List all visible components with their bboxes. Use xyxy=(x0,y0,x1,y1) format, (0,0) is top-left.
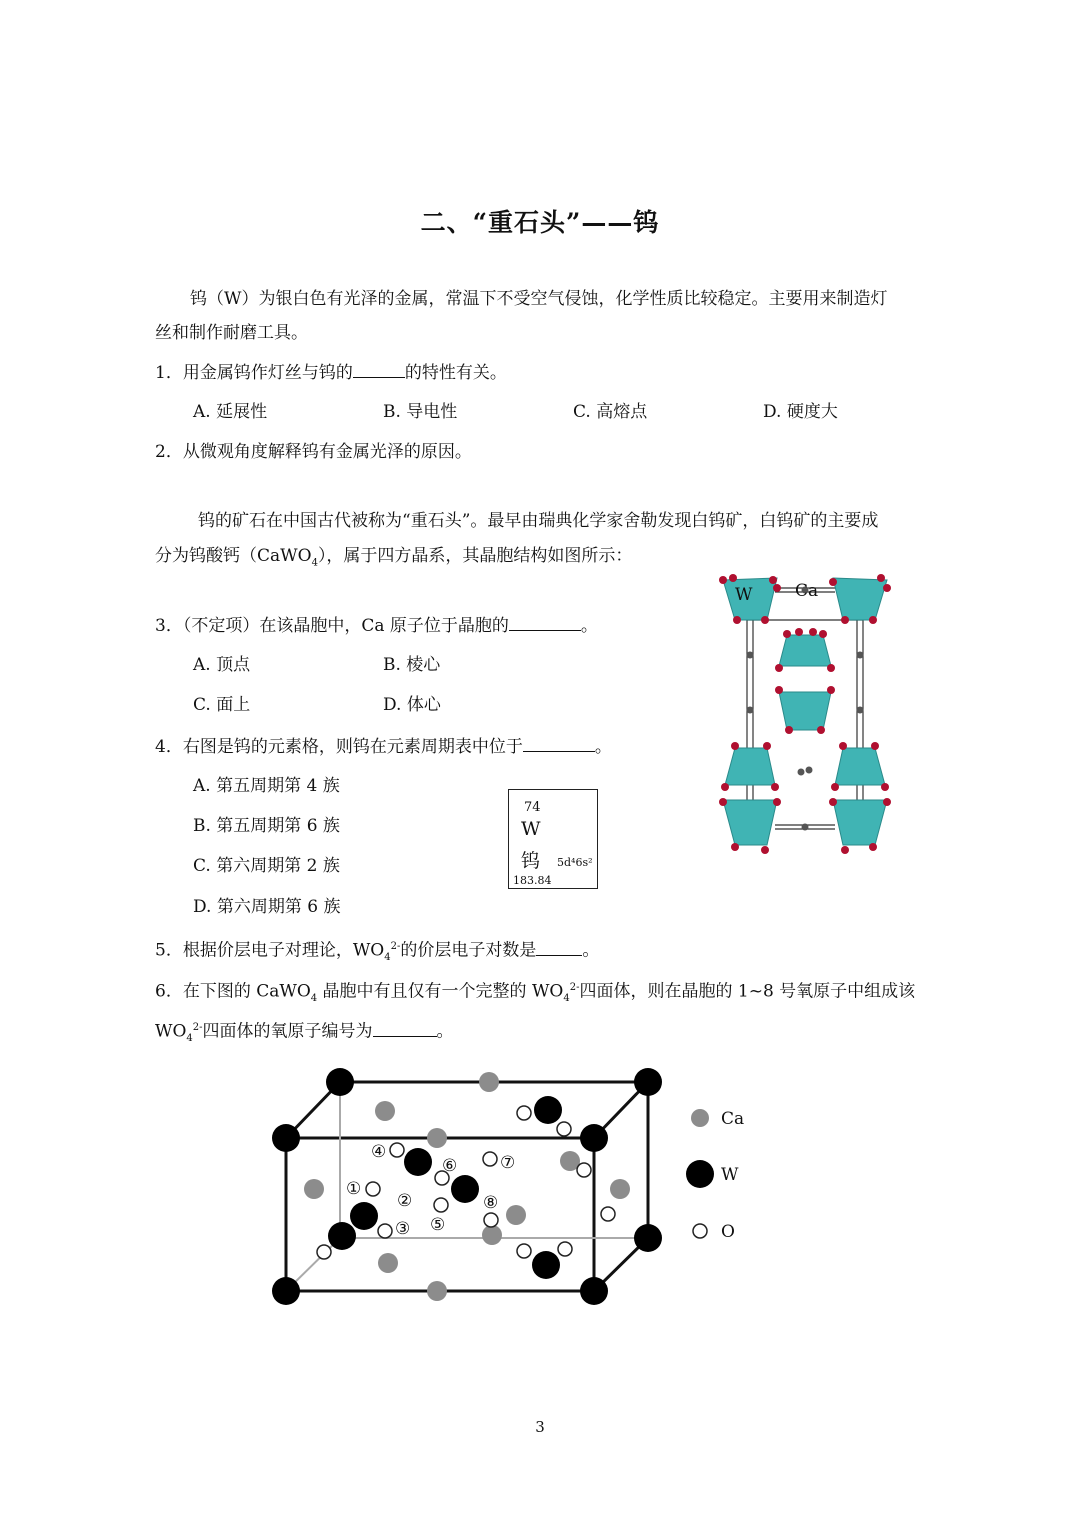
page-title: 二、“重石头”——钨 xyxy=(420,208,660,237)
element-symbol: W xyxy=(521,818,541,840)
question-3-suffix: 。 xyxy=(580,616,598,636)
q1-option-c: C. 高熔点 xyxy=(573,402,648,422)
o-label-7: ⑦ xyxy=(500,1153,516,1173)
legend-o-swatch xyxy=(693,1224,707,1238)
element-tile-tungsten xyxy=(508,789,598,889)
question-6-line-1 xyxy=(155,977,915,1010)
intro2-sub: 4 xyxy=(311,557,318,569)
q6-text-c: 四面体，则在晶胞的 1~8 号氧原子中组成该 xyxy=(579,981,916,1002)
legend-w-swatch xyxy=(686,1160,714,1188)
atomic-mass: 183.84 xyxy=(513,874,552,887)
cawo4-unit-cell-figure xyxy=(260,1060,760,1320)
page-number: 3 xyxy=(535,1418,545,1436)
o-label-2: ② xyxy=(397,1191,413,1211)
q1-option-d: D. 硬度大 xyxy=(763,402,838,422)
o-label-5: ⑤ xyxy=(430,1215,446,1235)
question-6-line-2 xyxy=(155,1017,454,1050)
question-3-prefix: 3．（不定项）在该晶胞中，Ca 原子位于晶胞的 xyxy=(155,616,509,636)
answer-blank-5[interactable] xyxy=(536,939,582,956)
q1-option-b: B. 导电性 xyxy=(383,402,458,422)
legend-ca-label: Ca xyxy=(721,1109,745,1129)
q5-sup: 2- xyxy=(390,941,401,952)
q5-suffix: 。 xyxy=(582,940,600,961)
q4-option-c: C. 第六周期第 2 族 xyxy=(193,856,340,876)
q6-sub-1: 4 xyxy=(310,993,318,1005)
question-5 xyxy=(155,936,599,969)
intro-line-1: 钨（W）为银白色有光泽的金属，常温下不受空气侵蚀，化学性质比较稳定。主要用来制造灯 xyxy=(190,289,888,309)
intro2-text-b: ），属于四方晶系，其晶胞结构如图所示： xyxy=(317,546,633,566)
legend-ca-swatch xyxy=(691,1109,709,1127)
answer-blank-1[interactable] xyxy=(353,361,405,378)
question-1-suffix: 的特性有关。 xyxy=(404,363,507,383)
question-4 xyxy=(155,735,612,758)
answer-blank-4[interactable] xyxy=(523,735,595,752)
label-w: W xyxy=(735,585,753,605)
q6-sub-2: 4 xyxy=(563,993,570,1005)
q4-option-d: D. 第六周期第 6 族 xyxy=(193,897,341,917)
atomic-number: 74 xyxy=(524,800,541,815)
question-1-prefix: 1．用金属钨作灯丝与钨的 xyxy=(155,363,353,383)
legend xyxy=(686,1109,744,1242)
q3-option-d: D. 体心 xyxy=(383,695,441,715)
question-1 xyxy=(155,361,507,384)
label-ca: Ca xyxy=(795,581,819,601)
q6-text-e: 四面体的氧原子编号为 xyxy=(202,1021,373,1042)
q5-text-a: 5．根据价层电子对理论，WO xyxy=(155,940,385,961)
q5-text-b: 的价层电子对数是 xyxy=(400,940,537,961)
o-label-1: ① xyxy=(346,1179,362,1199)
q3-option-c: C. 面上 xyxy=(193,695,251,715)
q3-option-b: B. 棱心 xyxy=(383,655,441,675)
element-name: 钨 xyxy=(521,850,541,872)
intro2-line-2 xyxy=(155,545,632,574)
intro2-text-a: 分为钨酸钙（CaWO xyxy=(155,546,312,566)
question-4-suffix: 。 xyxy=(594,737,612,757)
q1-option-a: A. 延展性 xyxy=(193,402,268,422)
question-3 xyxy=(155,614,598,637)
scheelite-polyhedra-figure xyxy=(715,570,900,860)
answer-blank-6[interactable] xyxy=(373,1020,437,1037)
question-4-prefix: 4．右图是钨的元素格，则钨在元素周期表中位于 xyxy=(155,737,523,757)
q6-text-d: WO xyxy=(155,1021,187,1042)
q6-sup-2: 2- xyxy=(569,982,580,993)
o-label-4: ④ xyxy=(371,1142,387,1162)
electron-config: 5d⁴6s² xyxy=(557,856,593,869)
q5-sub: 4 xyxy=(384,952,391,964)
q4-option-b: B. 第五周期第 6 族 xyxy=(193,816,340,836)
answer-blank-3[interactable] xyxy=(509,614,581,631)
intro2-line-1: 钨的矿石在中国古代被称为“重石头”。最早由瑞典化学家舍勒发现白钨矿，白钨矿的主要成 xyxy=(198,511,879,531)
o-label-8: ⑧ xyxy=(483,1193,499,1213)
legend-w-label: W xyxy=(721,1165,739,1185)
legend-o-label: O xyxy=(721,1222,735,1242)
q6-suffix: 。 xyxy=(436,1021,454,1042)
q6-text-b: 晶胞中有且仅有一个完整的 WO xyxy=(317,981,564,1002)
q6-text-a: 6．在下图的 CaWO xyxy=(155,981,311,1002)
o-label-6: ⑥ xyxy=(442,1156,458,1176)
q3-option-a: A. 顶点 xyxy=(193,655,251,675)
q4-option-a: A. 第五周期第 4 族 xyxy=(193,776,340,796)
question-2: 2．从微观角度解释钨有金属光泽的原因。 xyxy=(155,442,472,462)
intro-line-2: 丝和制作耐磨工具。 xyxy=(155,323,308,343)
q6-sup-3: 2- xyxy=(192,1022,203,1033)
o-label-3: ③ xyxy=(395,1219,411,1239)
q6-sub-3: 4 xyxy=(186,1033,193,1045)
